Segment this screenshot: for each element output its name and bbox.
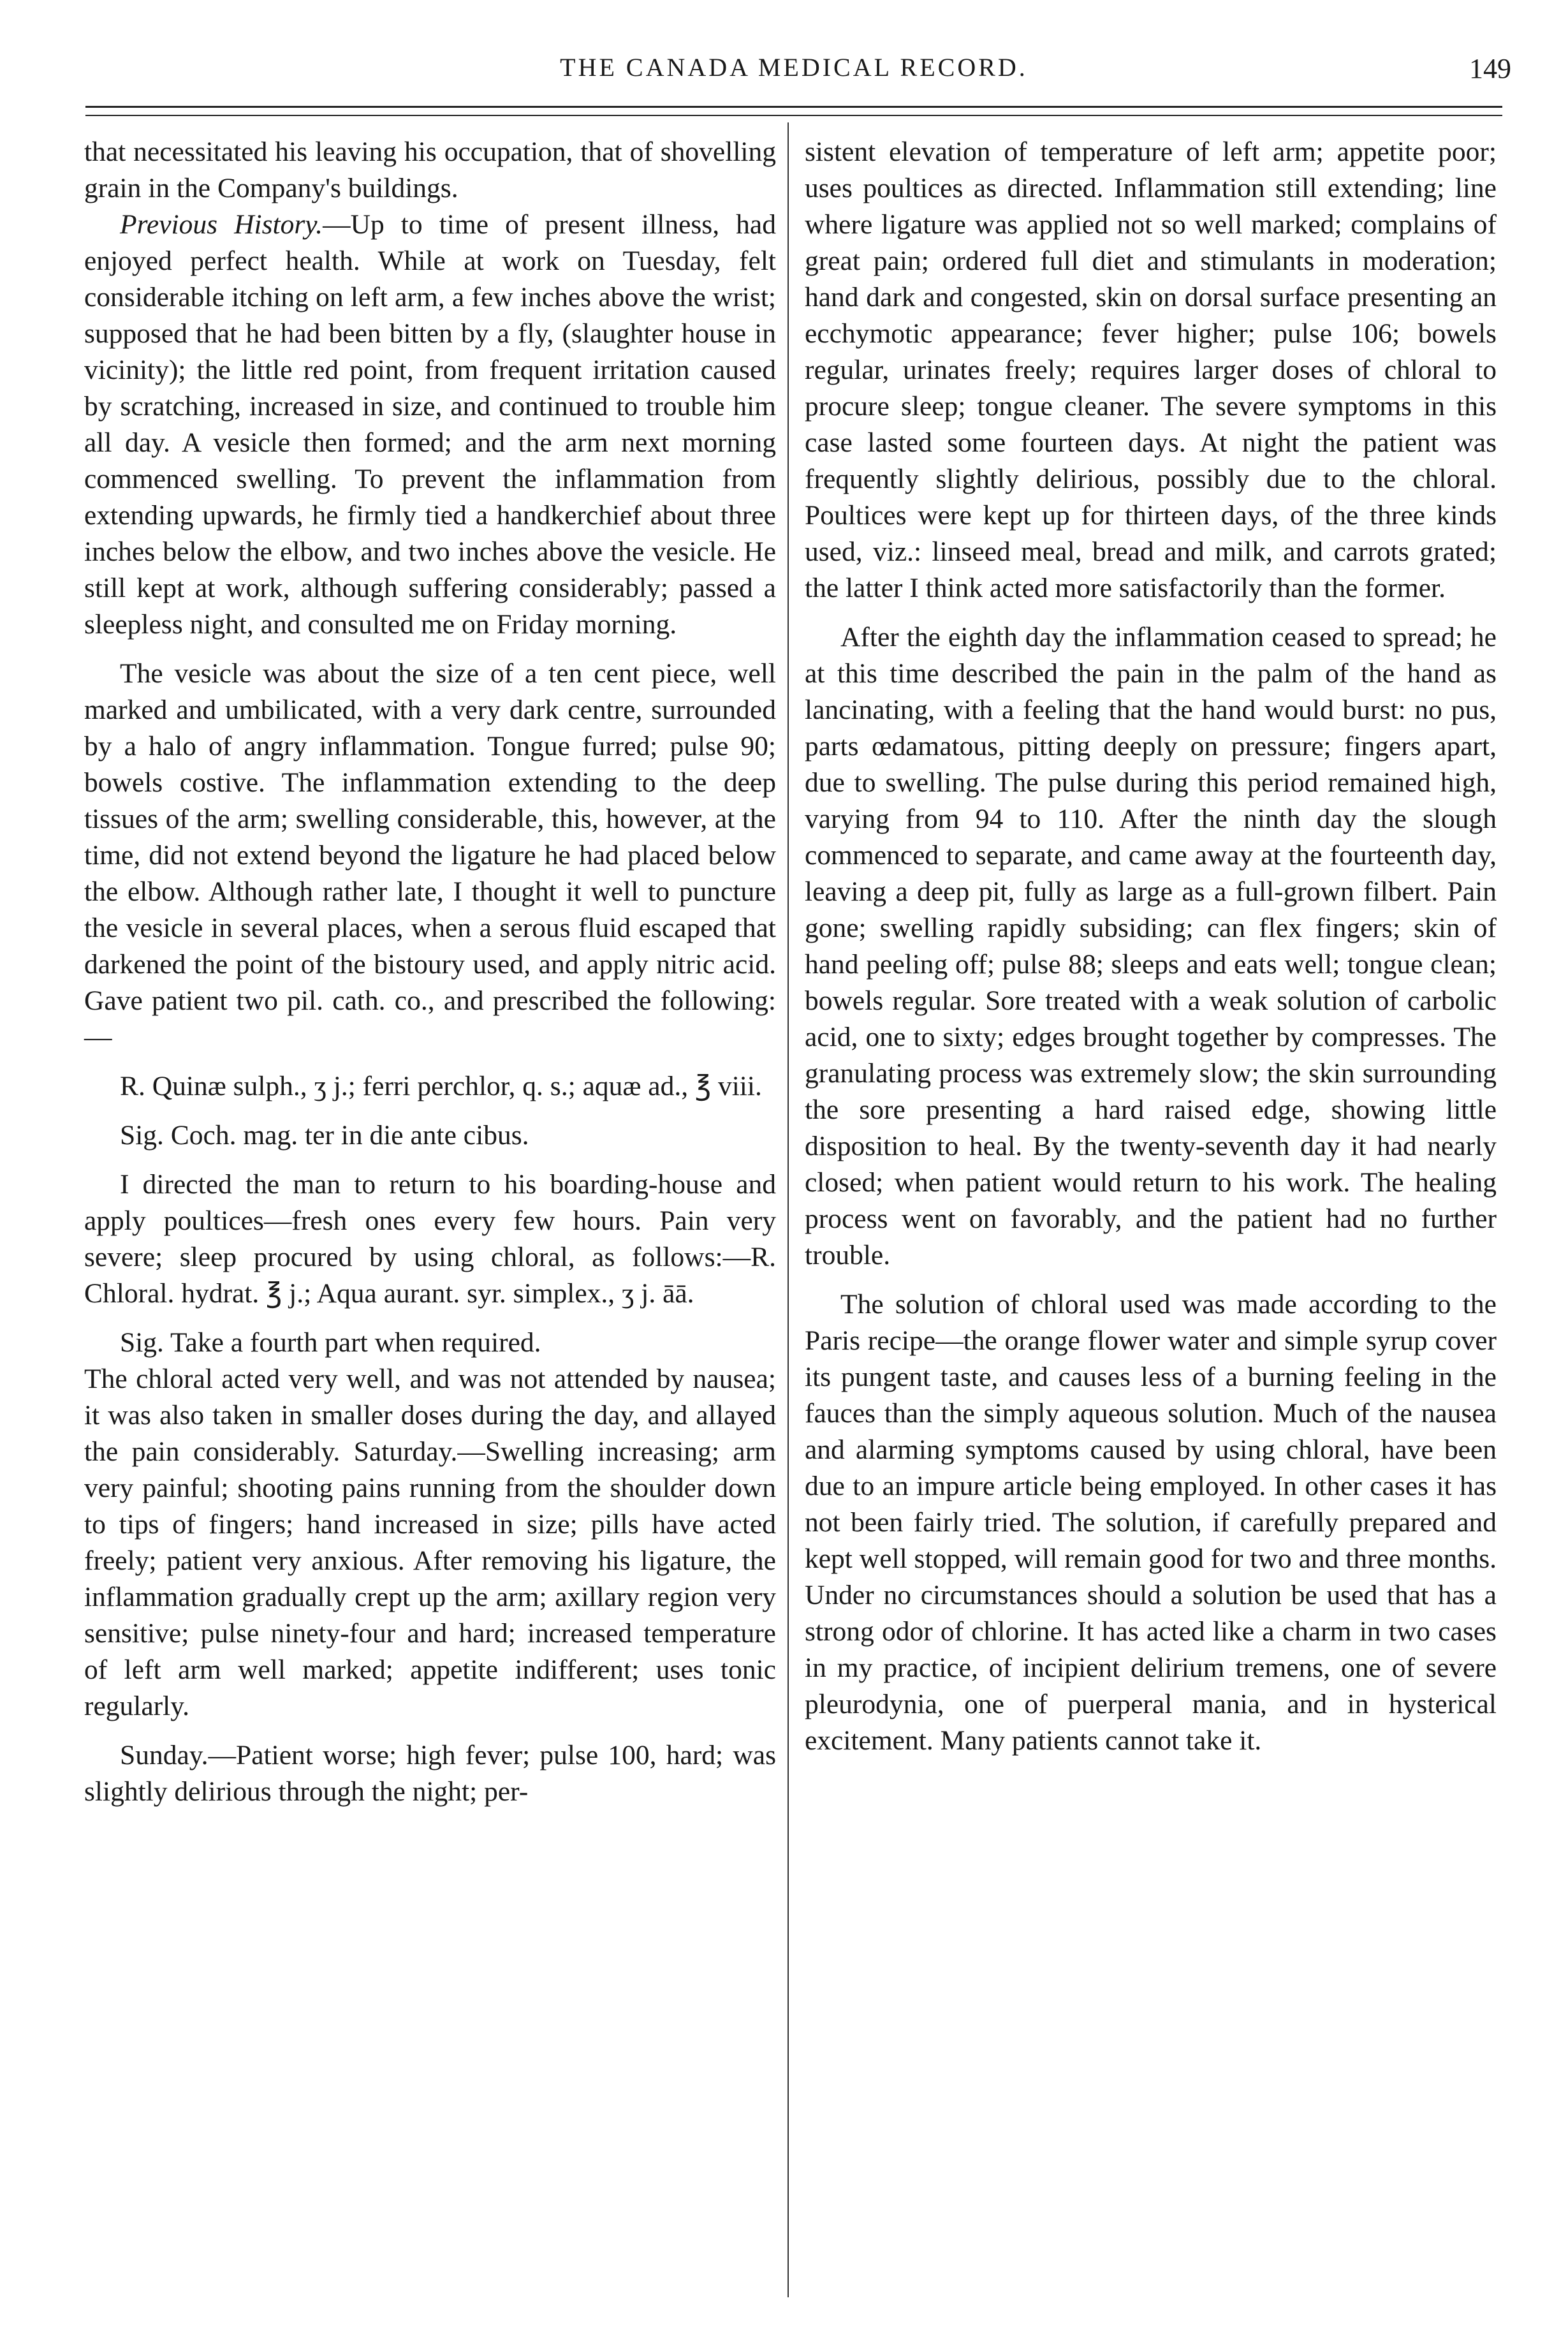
run-in-heading: Previous History. <box>120 209 323 240</box>
paragraph-text: —Up to time of present illness, had enjoyed perfect health. While at work on Tuesday, felt considerable itching on left arm, a few inches above the wrist; supposed that he had been bitten by a fly, (slaughter house in vicinity); the little red point, from frequent irritation caused by scratching, increased in size, and continued to trouble him all day. A vesicle then formed; and the arm next morning commenced swelling. To prevent the inflammation from extending upwards, he firmly tied a handkerchief about three inches below the elbow, and two inches above the vesicle. He still kept at work, although suffering considerably; passed a sleepless night, and consulted me on Friday morning. <box>84 209 776 640</box>
column-divider <box>788 122 789 2297</box>
paragraph-previous-history <box>84 207 776 643</box>
prescription-directions: Sig. Coch. mag. ter in die ante cibus. <box>120 1120 529 1151</box>
header-rule-bottom <box>85 115 1502 116</box>
prescription-directions: Sig. Take a fourth part when required. <box>120 1327 541 1358</box>
paragraph: After the eighth day the inflammation ceased to spread; he at this time described the pain in the palm of the hand as lancinating, with a feeling that the hand would burst: no pus, parts œdamatous, pitting deeply on pressure; fingers apart, due to swelling. The pulse during this period remained high, varying from 94 to 110. After the ninth day the slough commenced to separate, and came away at the fourteenth day, leaving a deep pit, fully as large as a full-grown filbert. Pain gone; swelling rapidly subsiding; can flex fingers; skin of hand peeling off; pulse 88; sleeps and eats well; tongue clean; bowels regular. Sore treated with a weak solution of carbolic acid, one to sixty; edges brought together by compresses. The granulating process was extremely slow; the skin surrounding the sore presenting a hard raised edge, showing little disposition to heal. By the twenty-seventh day it had nearly closed; when patient would return to his work. The healing process went on favorably, and the patient had no further trouble. <box>805 622 1497 1270</box>
paragraph: Sunday.—Patient worse; high fever; pulse 100, hard; was slightly delirious through the night; per- <box>84 1740 776 1807</box>
running-title: THE CANADA MEDICAL RECORD. <box>560 53 1028 82</box>
paragraph: I directed the man to return to his boarding-house and apply poultices—fresh ones every few hours. Pain very severe; sleep procured by using chloral, as follows:—R. Chloral. hydrat. ℥ j.; Aqua aurant. syr. simplex., ʒ j. āā. <box>84 1169 776 1309</box>
left-column <box>84 134 776 1810</box>
paragraph: sistent elevation of temperature of left arm; appetite poor; uses poultices as directed. Inflammation still extending; line where ligature was applied not so well marked; complains of great pain; ordered full diet and stimulants in moderation; hand dark and congested, skin on dorsal surface presenting an ecchymotic appearance; fever higher; pulse 106; bowels regular, urinates freely; requires larger doses of chloral to procure sleep; tongue cleaner. The severe symptoms in this case lasted some fourteen days. At night the patient was frequently slightly delirious, possibly due to the chloral. Poultices were kept up for thirteen days, of the three kinds used, viz.: linseed meal, bread and milk, and carrots grated; the latter I think acted more satisfactorily than the former. <box>805 136 1497 603</box>
right-column <box>805 134 1497 1759</box>
header-rule-top <box>85 106 1502 108</box>
page-number: 149 <box>1469 53 1511 84</box>
paragraph: The chloral acted very well, and was not attended by nausea; it was also taken in smaller doses during the day, and allayed the pain considerably. Saturday.—Swelling increasing; arm very painful; shooting pains running from the shoulder down to tips of fingers; hand increased in size; pills have acted freely; patient very anxious. After removing his ligature, the inflammation gradually crept up the arm; axillary region very sensitive; pulse ninety-four and hard; increased temperature of left arm well marked; appetite indifferent; uses tonic regularly. <box>84 1364 776 1721</box>
paragraph: The solution of chloral used was made according to the Paris recipe—the orange flower water and simple syrup cover its pungent taste, and causes less of a burning feeling in the fauces than the simply aqueous solution. Much of the nausea and alarming symptoms caused by using chloral, have been due to an impure article being employed. In other cases it has not been fairly tried. The solution, if carefully prepared and kept well stopped, will remain good for two and three months. Under no circumstances should a solution be used that has a strong odor of chlorine. It has acted like a charm in two cases in my practice, of incipient delirium tremens, one of severe pleurodynia, one of puerperal mania, and in hysterical excitement. Many patients cannot take it. <box>805 1289 1497 1756</box>
page-header <box>77 47 1511 92</box>
prescription: R. Quinæ sulph., ʒ j.; ferri perchlor, q. s.; aquæ ad., ℥ viii. <box>120 1071 762 1101</box>
paragraph: The vesicle was about the size of a ten cent piece, well marked and umbilicated, with a very dark centre, surrounded by a halo of angry inflammation. Tongue furred; pulse 90; bowels costive. The inflammation extending to the deep tissues of the arm; swelling considerable, this, however, at the time, did not extend beyond the ligature he had placed below the elbow. Although rather late, I thought it well to puncture the vesicle in several places, when a serous fluid escaped that darkened the point of the bistoury used, and apply nitric acid. Gave patient two pil. cath. co., and prescribed the following:— <box>84 658 776 1052</box>
paragraph: that necessitated his leaving his occupation, that of shovelling grain in the Company's buildings. <box>84 136 776 203</box>
